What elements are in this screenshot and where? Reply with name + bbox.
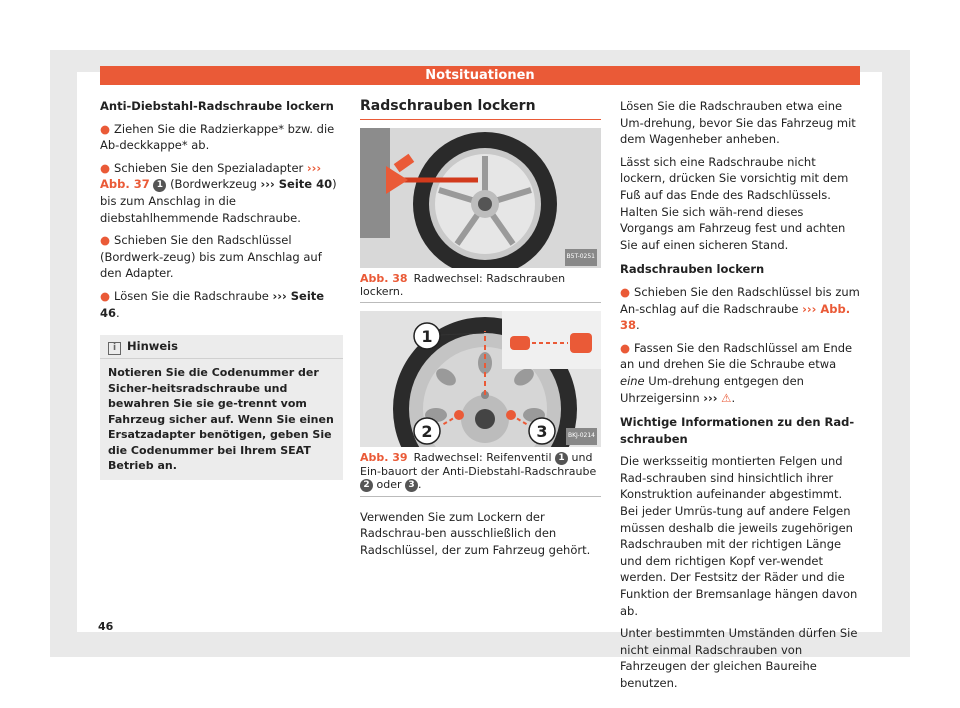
page-number: 46 bbox=[98, 620, 114, 633]
bullet-icon: ● bbox=[100, 288, 111, 303]
body-paragraph: Verwenden Sie zum Lockern der Radschrau-ben ausschließlich den Radschlüssel, der zum Fahrzeug gehört. bbox=[360, 509, 591, 557]
callout-number: 2 bbox=[360, 479, 373, 492]
figure-wheel-positions bbox=[360, 311, 601, 447]
subheading: Wichtige Informationen zu den Rad-schrauben bbox=[620, 415, 855, 446]
figure-caption: Abb. 38 Radwechsel: Radschrauben lockern. bbox=[360, 268, 601, 303]
hint-title: i Hinweis bbox=[100, 335, 343, 359]
figure-link[interactable]: ››› Abb. 37 bbox=[100, 160, 322, 192]
warning-triangle-icon[interactable]: ⚠ bbox=[721, 390, 732, 405]
bullet-icon: ● bbox=[620, 340, 631, 355]
callout-number: 1 bbox=[153, 179, 166, 192]
hint-box bbox=[100, 335, 343, 480]
figure-caption: Abb. 39 Radwechsel: Reifenventil 1 und Ein-bauort der Anti-Diebstahl-Radschraube 2 oder 3 . bbox=[360, 447, 601, 497]
body-paragraph: Lässt sich eine Radschraube nicht lockern, drücken Sie vorsichtig mit dem Fuß auf das Ende des Radschlüssels. Halten Sie sich wäh-rend dieses Vorgangs am Fahrzeug fest und achten Sie auf einen sicheren Stand. bbox=[620, 154, 849, 252]
list-item: ● Fassen Sie den Radschlüssel am Ende an und drehen Sie die Schraube etwa eine Um-drehung entgegen den Uhrzeigersinn ››› ⚠. bbox=[620, 340, 853, 405]
body-paragraph: Unter bestimmten Umständen dürfen Sie nicht einmal Radschrauben von Fahrzeugen der gleichen Baureihe benutzen. bbox=[620, 626, 858, 690]
figure-code: BKJ-0214 bbox=[566, 428, 597, 445]
info-icon: i bbox=[108, 342, 121, 355]
callout-number: 1 bbox=[555, 452, 568, 465]
figure-code: B5T-0251 bbox=[565, 249, 597, 266]
callout-number: 3 bbox=[405, 479, 418, 492]
bullet-icon: ● bbox=[100, 233, 111, 248]
list-item: ● Ziehen Sie die Radzierkappe* bzw. die Ab-deckkappe* ab. bbox=[100, 121, 335, 153]
page-link[interactable]: ››› Seite 46 bbox=[100, 288, 325, 320]
body-paragraph: Die werksseitig montierten Felgen und Rad-schrauben sind hinsichtlich ihrer Konstruktion aufeinander abgestimmt. Bei jeder Umrüs-tung auf andere Felgen müssen deshalb die jeweils zugehörigen Radschrauben mit der richtigen Länge und dem richtigen Kopf ver-wendet werden. Der Festsitz der Räder und die Funktion der Bremsanlage hängen davon ab. bbox=[620, 454, 858, 618]
callout-3: 3 bbox=[536, 421, 548, 441]
steel-wheel-illustration bbox=[360, 311, 601, 447]
hint-body: Notieren Sie die Codenummer der Sicher-heitsradschraube und bewahren Sie sie ge-trennt vom Fahrzeug sicher auf. Wenn Sie einen Ersatzadapter benötigen, geben Sie die Codenummer bei Ihrem SEAT Betrieb an. bbox=[108, 366, 334, 473]
list-item: ● Schieben Sie den Radschlüssel (Bordwerk-zeug) bis zum Anschlag auf den Adapter. bbox=[100, 233, 322, 281]
bullet-icon: ● bbox=[100, 121, 111, 136]
callout-2: 2 bbox=[421, 421, 433, 441]
right-column bbox=[620, 98, 860, 698]
wheel-wrench-illustration bbox=[360, 128, 601, 268]
left-column bbox=[100, 98, 343, 480]
body-paragraph: Lösen Sie die Radschrauben etwa eine Um-drehung, bevor Sie das Fahrzeug mit dem Wagenheber anheben. bbox=[620, 99, 856, 147]
subheading: Radschrauben lockern bbox=[620, 262, 765, 277]
figure-link[interactable]: ››› Abb. 38 bbox=[620, 301, 851, 333]
list-item: ● Lösen Sie die Radschraube ››› Seite 46. bbox=[100, 288, 325, 320]
figure-wheel-wrench bbox=[360, 128, 601, 268]
bullet-icon: ● bbox=[620, 284, 631, 299]
list-item: ● Schieben Sie den Radschlüssel bis zum An-schlag auf die Radschraube ››› Abb. 38. bbox=[620, 284, 860, 333]
warning-link[interactable]: ››› bbox=[703, 390, 718, 405]
page-link[interactable]: ››› Seite 40 bbox=[260, 177, 333, 192]
section-heading: Anti-Diebstahl-Radschraube lockern bbox=[100, 99, 334, 113]
list-item: ● Schieben Sie den Spezialadapter ››› Abb. 37 1 (Bordwerkzeug ››› Seite 40) bis zum Anschlag in die diebstahlhemmende Radschraube. bbox=[100, 160, 337, 225]
chapter-header: Notsituationen bbox=[100, 66, 860, 85]
section-title: Radschrauben lockern bbox=[360, 98, 601, 120]
middle-column bbox=[360, 98, 601, 564]
bullet-icon: ● bbox=[100, 160, 111, 175]
callout-1: 1 bbox=[421, 326, 433, 346]
